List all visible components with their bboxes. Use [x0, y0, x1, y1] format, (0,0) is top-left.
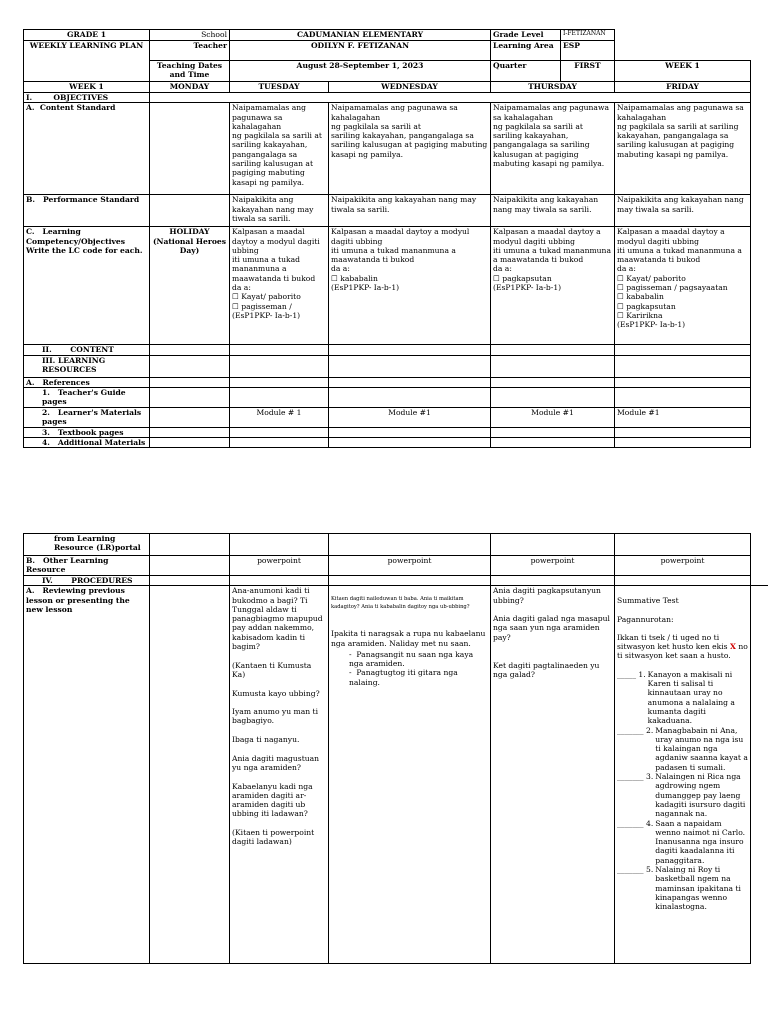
test-item: _______ 3. Nalaingen ni Rica nga agdrowing ngem dumanggep pay laeng kadagiti isursuro dagiti nagannak na.	[617, 772, 746, 819]
competency-thursday: Kalpasan a maadal daytoy a modyul dagiti ubbing iti umuna a tukad mananmuna a maawatanda ti bukod da a: ☐ pagkapsutan (EsP1PKP- Ia-b-1)	[491, 227, 615, 345]
quarter-label: Quarter	[491, 61, 561, 82]
competency-friday: Kalpasan a maadal daytoy a modyul dagiti ubbing iti umuna a tukad mananmuna a maawatanda ti bukod da a: ☐ Kayat/ paborito ☐ pagisseman / pagsayaatan ☐ kababalin ☐ pagkapsutan ☐ Karirikna (EsP1PKP- Ia-b-1)	[615, 227, 751, 345]
other-resources-friday: powerpoint	[615, 556, 751, 576]
performance-standard-label: B. Performance Standard	[24, 195, 150, 227]
competency-label: C. Learning Competency/Objectives Write the LC code for each.	[24, 227, 150, 345]
lm-pages-tuesday: Module # 1	[230, 407, 329, 427]
review-wednesday-prompt: Kitaen dagiti naileduwan ti baba. Ania ti maikitam kadagitoy? Ania ti kababalin dagitoy nga ub-ubbing?	[331, 596, 470, 610]
other-resources-wednesday: powerpoint	[329, 556, 491, 576]
review-tuesday: Ana-anumoni kadi ti bukodmo a bagi? Ti Tunggal aldaw ti panagbiagmo mapupud pay addan nakemmo, kabisadom kadin ti bagim? (Kantaen ti Kumusta Ka) Kumusta kayo ubbing? Iyam anumo yu man ti bagbagiyo. Ibaga ti naganyu. Ania dagiti magustuan yu nga aramiden? Kabaelanyu kadi nga aramiden dagiti ar-aramiden dagiti ub ubbing iti ladawan? (Kitaen ti powerpoint dagiti ladawan)	[230, 586, 329, 964]
teacher-label: Teacher	[150, 41, 230, 61]
test-item: _____ 1. Kanayon a makisali ni Karen ti salisal ti kinnautaan uray no anumona a nalalaing a kumanta dagiti kakaduana.	[617, 669, 735, 726]
learners-materials-label: 2. Learner's Materials pages	[24, 407, 150, 427]
review-wednesday	[329, 586, 491, 964]
wednesday-header: WEDNESDAY	[329, 82, 491, 93]
instructions-label: Pagannurotan:	[617, 614, 674, 624]
instructions-text: Ikkan ti tsek / ti uged no ti sitwasyon ket husto ken ekis X no ti sitwasyon ket saan a husto.	[617, 632, 748, 661]
content-standard-tuesday: Naipamamalas ang pagunawa sa kahalagahan ng pagkilala sa sarili at sariling kakayahan, pangangalaga sa sariling kalusugan at pagiging mabuting kasapi ng pamilya.	[230, 103, 329, 195]
teacher-value: ODILYN F. FETIZANAN	[230, 41, 491, 61]
monday-header: MONDAY	[150, 82, 230, 93]
review-wednesday-list	[331, 650, 488, 687]
learning-area-label: Learning Area	[491, 41, 561, 61]
thursday-header: THURSDAY	[491, 82, 615, 93]
content-standard-thursday: Naipamamalas ang pagunawa sa kahalagahan ng pagkilala sa sarili at sariling kakayahan, pangangalaga sa sariling kalusugan at pagiging mabuting kasapi ng pamilya.	[491, 103, 615, 195]
test-item: _______ 2. Managbabain ni Ana, uray anumo na nga isu ti kalaingan nga agdaniw saanna kayat a padasen ti sumali.	[617, 725, 748, 772]
lm-pages-wednesday: Module #1	[329, 407, 491, 427]
competency-monday: HOLIDAY (National Heroes Day)	[150, 227, 230, 345]
weekly-plan-table-page1	[23, 29, 751, 448]
review-friday	[615, 586, 751, 964]
learning-area-value: ESP	[561, 41, 615, 61]
performance-standard-thursday: Naipakikita ang kakayahan nang may tiwala sa sarili.	[491, 195, 615, 227]
reviewing-label: A. Reviewing previous lesson or presenting the new lesson	[24, 586, 150, 964]
content-standard-friday: Naipamamalas ang pagunawa sa kahalagahan ng pagkilala sa sarili at sariling kakayahan, pangangalaga sa sariling kalusugan at pagiging mabuting kasapi ng pamilya.	[615, 103, 751, 195]
lm-pages-friday: Module #1	[615, 407, 751, 427]
school-label: School	[150, 30, 230, 41]
table-edge-line	[750, 585, 768, 586]
content-standard-label: A. Content Standard	[24, 103, 150, 195]
teachers-guide-label: 1. Teacher's Guide pages	[24, 387, 150, 407]
review-thursday: Ania dagiti pagkapsutanyun ubbing? Ania dagiti galad nga masapul nga saan yun nga aramiden pay? Ket dagiti pagtalinaeden yu nga galad?	[491, 586, 615, 964]
content-heading: II. CONTENT	[24, 345, 150, 355]
x-mark: X	[730, 642, 736, 652]
review-wednesday-main: Ipakita ti naragsak a rupa nu kabaelanu nga aramiden. Naliday met nu saan.	[331, 629, 486, 648]
test-item: _______ 4. Saan a napaidam wenno naimot ni Carlo. Inanusanna nga insuro dagiti kaadalanna iti panaggitara.	[617, 818, 746, 865]
grade-level-label: Grade Level	[491, 30, 561, 41]
dates-value: August 28-September 1, 2023	[230, 61, 491, 82]
additional-materials-label: 4. Additional Materials	[24, 438, 150, 448]
competency-tuesday: Kalpasan a maadal daytoy a modyul dagiti ubbing iti umuna a tukad mananmuna a maawatanda ti bukod da a: ☐ Kayat/ paborito ☐ pagisseman / (EsP1PKP- Ia-b-1)	[230, 227, 329, 345]
week-header: WEEK 1	[24, 82, 150, 93]
content-standard-wednesday: Naipamamalas ang pagunawa sa kahalagahan ng pagkilala sa sarili at sariling kakayahan, pangangalaga sa sariling kalusugan at pagiging mabuting kasapi ng pamilya.	[329, 103, 491, 195]
list-item: - Panagtugtog iti gitara nga nalaing.	[349, 668, 458, 687]
other-resources-thursday: powerpoint	[491, 556, 615, 576]
other-resources-label: B. Other Learning Resource	[24, 556, 150, 576]
quarter-value: FIRST	[561, 61, 615, 82]
summative-test-title: Summative Test	[617, 596, 679, 606]
other-resources-tuesday: powerpoint	[230, 556, 329, 576]
performance-standard-friday: Naipakikita ang kakayahan nang may tiwala sa sarili.	[615, 195, 751, 227]
week-value: WEEK 1	[615, 61, 751, 82]
list-item: - Panagsangit nu saan nga kaya nga aramiden.	[349, 649, 474, 669]
competency-wednesday: Kalpasan a maadal daytoy a modyul dagiti ubbing iti umuna a tukad mananmuna a maawatanda ti bukod da a: ☐ kababalin (EsP1PKP- Ia-b-1)	[329, 227, 491, 345]
test-item: _______ 5. Nalaing ni Roy ti basketball ngem na maminsan ipakitana ti kinapangas wenno kinalastogna.	[617, 865, 741, 912]
dates-label: Teaching Dates and Time	[150, 61, 230, 82]
lr-portal-label: from Learning Resource (LR)portal	[24, 534, 150, 556]
learning-resources-heading: III. LEARNING RESOURCES	[24, 355, 150, 377]
performance-standard-tuesday: Naipakikita ang kakayahan nang may tiwala sa sarili.	[230, 195, 329, 227]
tuesday-header: TUESDAY	[230, 82, 329, 93]
plan-title: WEEKLY LEARNING PLAN	[24, 41, 150, 82]
school-value: CADUMANIAN ELEMENTARY	[230, 30, 491, 41]
grade-level-value: I-FETIZANAN	[561, 30, 615, 41]
textbook-pages-label: 3. Textbook pages	[24, 427, 150, 437]
procedures-heading: IV. PROCEDURES	[24, 576, 150, 586]
friday-header: FRIDAY	[615, 82, 751, 93]
weekly-plan-table-page2	[23, 533, 751, 964]
performance-standard-wednesday: Naipakikita ang kakayahan nang may tiwala sa sarili.	[329, 195, 491, 227]
lm-pages-thursday: Module #1	[491, 407, 615, 427]
objectives-heading: I. OBJECTIVES	[24, 93, 150, 103]
grade-label: GRADE 1	[24, 30, 150, 41]
references-heading: A. References	[24, 377, 150, 387]
